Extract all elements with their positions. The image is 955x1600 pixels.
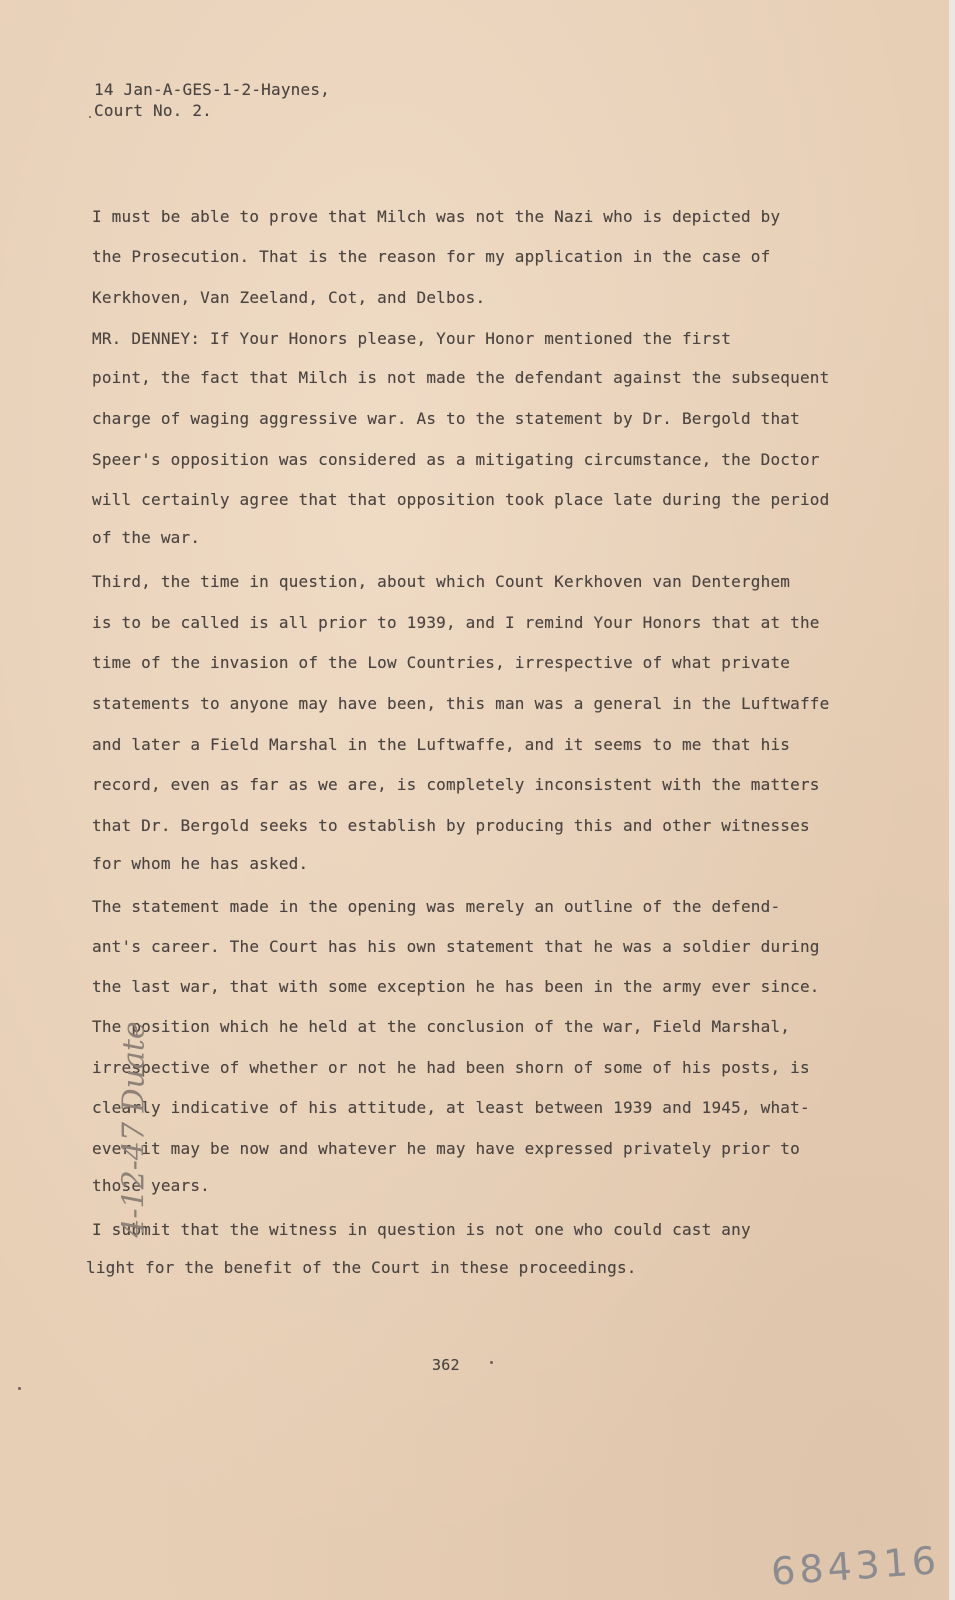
- body-line: that Dr. Bergold seeks to establish by producing this and other witnesses: [92, 816, 810, 835]
- ink-speck: [89, 116, 91, 118]
- handwritten-margin-note: 4-12-47 Duate: [116, 1021, 152, 1238]
- body-line: The statement made in the opening was merely an outline of the defend-: [92, 897, 781, 916]
- body-line: record, even as far as we are, is completely inconsistent with the matters: [92, 775, 820, 794]
- body-line: ant's career. The Court has his own statement that he was a soldier during: [92, 937, 820, 956]
- body-line: Kerkhoven, Van Zeeland, Cot, and Delbos.: [92, 288, 486, 307]
- body-line: will certainly agree that that opposition took place late during the period: [92, 490, 830, 509]
- body-line: those years.: [92, 1176, 210, 1195]
- archive-stamp-number: 684316: [769, 1538, 942, 1594]
- header-line-1: 14 Jan-A-GES-1-2-Haynes,: [94, 80, 330, 99]
- ink-speck: [490, 1361, 493, 1364]
- body-line: time of the invasion of the Low Countries, irrespective of what private: [92, 653, 791, 672]
- body-line: for whom he has asked.: [92, 854, 309, 873]
- body-line: Third, the time in question, about which Count Kerkhoven van Denterghem: [92, 572, 791, 591]
- body-line: the last war, that with some exception he has been in the army ever since.: [92, 977, 820, 996]
- body-line: charge of waging aggressive war. As to the statement by Dr. Bergold that: [92, 409, 800, 428]
- body-line: point, the fact that Milch is not made the defendant against the subsequent: [92, 368, 830, 387]
- ink-speck: [18, 1387, 21, 1390]
- body-line: and later a Field Marshal in the Luftwaffe, and it seems to me that his: [92, 735, 791, 754]
- body-line: clearly indicative of his attitude, at least between 1939 and 1945, what-: [92, 1098, 810, 1117]
- body-line: MR. DENNEY: If Your Honors please, Your Honor mentioned the first: [92, 329, 732, 348]
- body-line: The position which he held at the conclusion of the war, Field Marshal,: [92, 1017, 791, 1036]
- body-line: I submit that the witness in question is not one who could cast any: [92, 1220, 751, 1239]
- body-line: ever it may be now and whatever he may have expressed privately prior to: [92, 1139, 800, 1158]
- body-line: irrespective of whether or not he had been shorn of some of his posts, is: [92, 1058, 810, 1077]
- body-line: Speer's opposition was considered as a mitigating circumstance, the Doctor: [92, 450, 820, 469]
- body-line: I must be able to prove that Milch was not the Nazi who is depicted by: [92, 207, 781, 226]
- body-line: statements to anyone may have been, this man was a general in the Luftwaffe: [92, 694, 830, 713]
- page-number: 362: [432, 1356, 460, 1374]
- body-line: is to be called is all prior to 1939, and I remind Your Honors that at the: [92, 613, 820, 632]
- body-line: light for the benefit of the Court in these proceedings.: [86, 1258, 637, 1277]
- body-line: of the war.: [92, 528, 201, 547]
- body-line: the Prosecution. That is the reason for my application in the case of: [92, 247, 771, 266]
- header-line-2: Court No. 2.: [94, 101, 212, 120]
